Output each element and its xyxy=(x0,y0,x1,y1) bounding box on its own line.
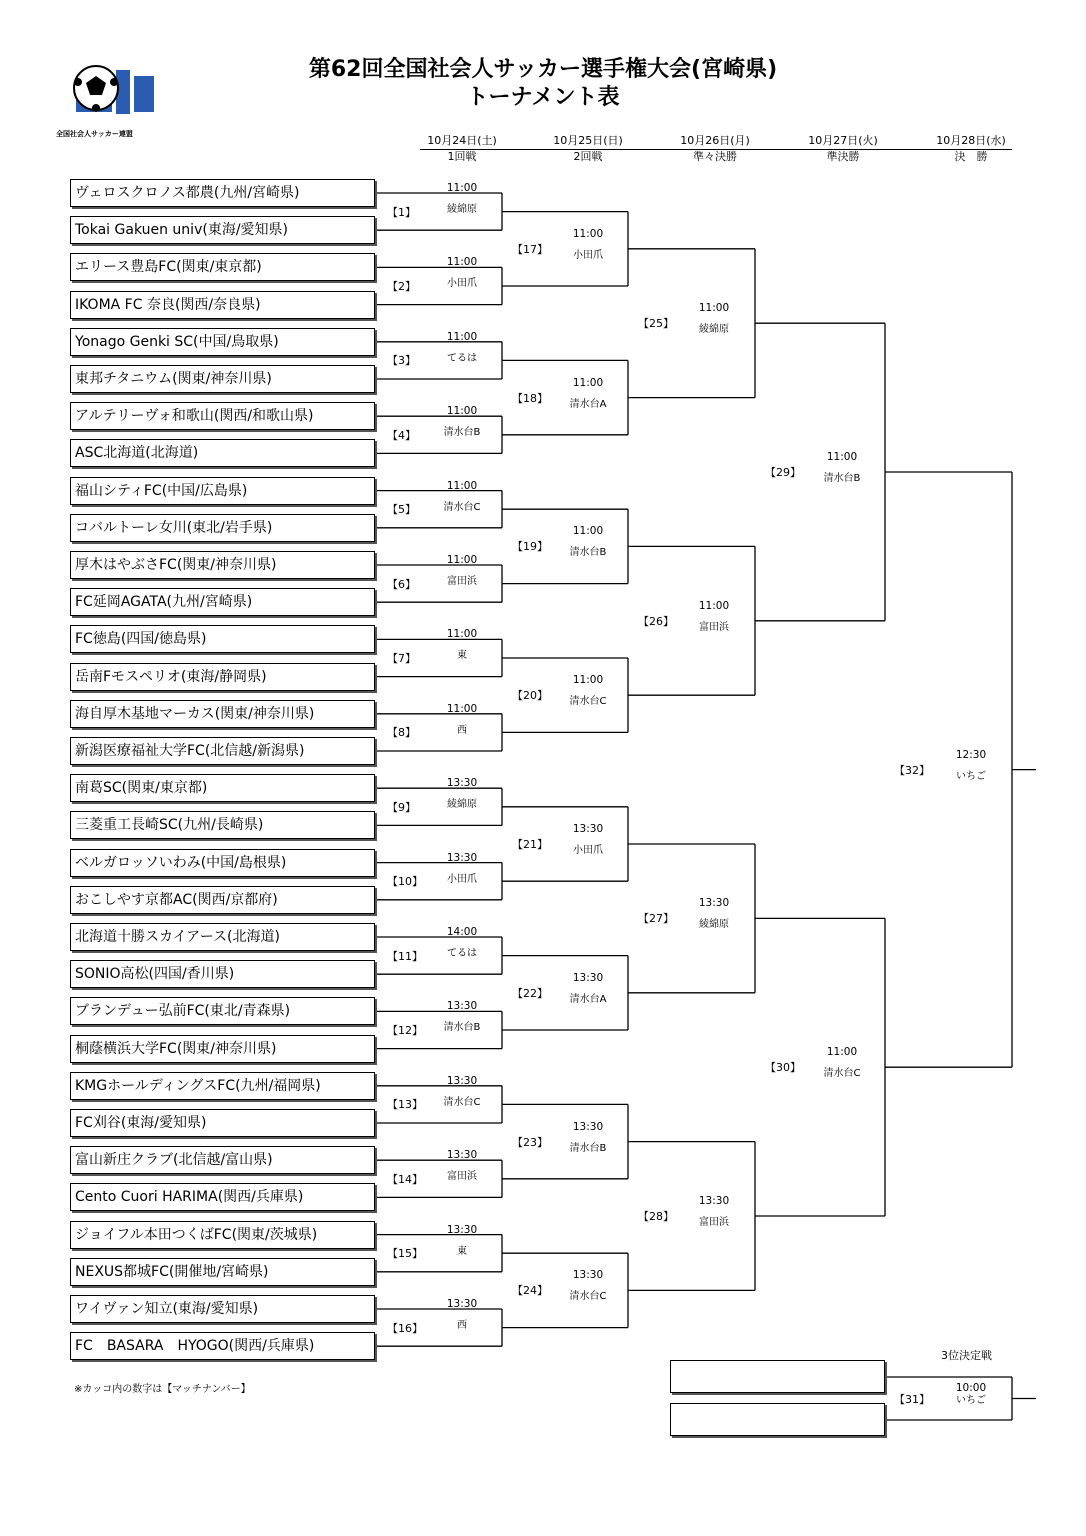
team-name: ワイヴァン知立(東海/愛知県) xyxy=(70,1295,375,1323)
match-number: 【3】 xyxy=(387,354,416,368)
match-number: 【30】 xyxy=(765,1061,801,1075)
match-time: 11:00 xyxy=(572,227,604,240)
match-venue: 富田浜 xyxy=(447,1171,477,1183)
team-name: FC延岡AGATA(九州/宮崎県) xyxy=(70,588,375,616)
match-venue: 清水台C xyxy=(569,1291,607,1303)
match-number: 【23】 xyxy=(512,1135,548,1149)
team-name: NEXUS都城FC(開催地/宮崎県) xyxy=(70,1258,375,1286)
match-venue: 小田爪 xyxy=(573,845,603,856)
match-venue: 清水台C xyxy=(823,1068,861,1080)
team-name: 富山新庄クラブ(北信越/富山県) xyxy=(70,1146,375,1174)
match-time: 11:00 xyxy=(446,182,478,194)
match-time: 11:00 xyxy=(446,405,478,418)
match-number: 【14】 xyxy=(387,1172,423,1186)
logo-caption: 全国社会人サッカー連盟 xyxy=(56,130,133,138)
third-place-team-slot-1 xyxy=(670,1360,885,1393)
match-number: 【26】 xyxy=(638,614,674,628)
match-time: 13:30 xyxy=(698,897,730,910)
match-venue: 綾綿原 xyxy=(699,324,729,336)
match-time: 10:00 xyxy=(955,1382,987,1394)
match-time: 13:30 xyxy=(572,823,604,835)
day-round: 決 勝 xyxy=(954,150,988,163)
match-number: 【9】 xyxy=(387,800,416,814)
team-name: コバルトーレ女川(東北/岩手県) xyxy=(70,514,375,542)
match-number: 【2】 xyxy=(387,280,416,293)
match-number: 【8】 xyxy=(387,726,416,740)
match-venue: 綾綿原 xyxy=(447,204,477,215)
match-number: 【18】 xyxy=(512,391,548,405)
match-time: 13:30 xyxy=(446,1074,478,1087)
team-name: 岳南Fモスペリオ(東海/静岡県) xyxy=(70,663,375,691)
match-venue: 小田爪 xyxy=(447,278,477,290)
match-number: 【19】 xyxy=(512,540,548,554)
match-time: 13:30 xyxy=(446,1000,478,1013)
team-name: FC刈谷(東海/愛知県) xyxy=(70,1109,375,1137)
match-number: 【24】 xyxy=(512,1284,548,1298)
match-number: 【15】 xyxy=(387,1247,423,1261)
match-venue: 清水台B xyxy=(569,1142,607,1154)
match-venue: てるは xyxy=(447,948,477,959)
match-number: 【17】 xyxy=(512,242,548,256)
day-date: 10月28日(水) xyxy=(936,134,1006,147)
team-name: ヴェロスクロノス都農(九州/宮崎県) xyxy=(70,179,375,207)
page-subtitle: トーナメント表 xyxy=(466,85,620,110)
page-title: 第62回全国社会人サッカー選手権大会(宮崎県) xyxy=(308,57,778,82)
team-name: FC BASARA HYOGO(関西/兵庫県) xyxy=(70,1332,375,1360)
match-number: 【16】 xyxy=(387,1321,423,1335)
match-time: 11:00 xyxy=(446,330,478,343)
team-name: 桐蔭横浜大学FC(関東/神奈川県) xyxy=(70,1035,375,1063)
team-name: 厚木はやぶさFC(関東/神奈川県) xyxy=(70,551,375,579)
third-place-team-slot-2 xyxy=(670,1403,885,1436)
match-time: 12:30 xyxy=(955,748,987,761)
match-number: 【27】 xyxy=(638,912,674,926)
match-venue: 東 xyxy=(457,650,467,662)
match-number: 【28】 xyxy=(638,1210,674,1223)
team-name: Cento Cuori HARIMA(関西/兵庫県) xyxy=(70,1183,375,1211)
match-time: 11:00 xyxy=(572,376,604,389)
team-name: Tokai Gakuen univ(東海/愛知県) xyxy=(70,216,375,244)
match-venue: 西 xyxy=(457,1320,467,1331)
day-date: 10月24日(土) xyxy=(427,134,497,147)
team-name: アルテリーヴォ和歌山(関西/和歌山県) xyxy=(70,402,375,430)
match-number: 【31】 xyxy=(894,1392,930,1406)
match-number: 【29】 xyxy=(765,466,801,479)
match-venue: 清水台A xyxy=(569,993,607,1005)
match-time: 13:30 xyxy=(698,1195,730,1207)
match-venue: 小田爪 xyxy=(573,249,603,261)
match-venue: 清水台B xyxy=(443,427,481,439)
day-round: 2回戦 xyxy=(573,150,603,163)
match-venue: 富田浜 xyxy=(699,621,729,633)
match-time: 13:30 xyxy=(446,1223,478,1236)
match-time: 11:00 xyxy=(826,1046,858,1059)
match-venue: 清水台C xyxy=(569,696,607,708)
day-date: 10月26日(月) xyxy=(680,134,750,147)
match-venue: いちご xyxy=(956,1395,986,1406)
match-time: 11:00 xyxy=(446,628,478,641)
match-venue: 清水台B xyxy=(823,473,861,484)
team-name: 新潟医療福祉大学FC(北信越/新潟県) xyxy=(70,737,375,765)
match-time: 11:00 xyxy=(446,702,478,715)
day-round: 準決勝 xyxy=(826,150,860,163)
team-name: IKOMA FC 奈良(関西/奈良県) xyxy=(70,291,375,319)
match-venue: 清水台C xyxy=(443,501,481,513)
match-number: 【25】 xyxy=(638,317,674,331)
match-time: 13:30 xyxy=(572,1120,604,1133)
team-name: 福山シティFC(中国/広島県) xyxy=(70,477,375,505)
team-name: 南葛SC(関東/東京都) xyxy=(70,774,375,802)
match-number: 【10】 xyxy=(387,875,423,889)
team-name: KMGホールディングスFC(九州/福岡県) xyxy=(70,1072,375,1100)
match-number: 【32】 xyxy=(894,763,930,777)
match-number: 【11】 xyxy=(387,949,423,963)
team-name: エリース豊島FC(関東/東京都) xyxy=(70,253,375,281)
match-venue: 東 xyxy=(457,1245,467,1257)
match-number: 【20】 xyxy=(512,689,548,703)
team-name: Yonago Genki SC(中国/鳥取県) xyxy=(70,328,375,356)
team-name: 三菱重工長崎SC(九州/長崎県) xyxy=(70,811,375,839)
match-time: 11:00 xyxy=(572,674,604,687)
match-time: 11:00 xyxy=(698,302,730,315)
match-time: 13:30 xyxy=(446,1149,478,1162)
team-name: 海自厚木基地マーカス(関東/神奈川県) xyxy=(70,700,375,728)
day-round: 1回戦 xyxy=(447,150,477,163)
third-place-label: 3位決定戦 xyxy=(941,1349,992,1362)
day-date: 10月25日(日) xyxy=(553,134,623,147)
match-venue: 清水台C xyxy=(443,1096,481,1108)
match-number: 【7】 xyxy=(387,652,416,665)
match-time: 11:00 xyxy=(446,479,478,492)
team-name: FC徳島(四国/徳島県) xyxy=(70,625,375,653)
footnote: ※カッコ内の数字は【マッチナンバー】 xyxy=(74,1384,251,1395)
match-time: 13:30 xyxy=(572,1269,604,1282)
match-time: 11:00 xyxy=(446,554,478,566)
team-name: SONIO高松(四国/香川県) xyxy=(70,960,375,988)
match-venue: 富田浜 xyxy=(447,576,477,587)
match-venue: てるは xyxy=(447,352,477,364)
match-time: 13:30 xyxy=(446,777,478,790)
match-time: 11:00 xyxy=(698,599,730,612)
team-name: 北海道十勝スカイアース(北海道) xyxy=(70,923,375,951)
day-date: 10月27日(火) xyxy=(808,134,878,147)
match-time: 13:30 xyxy=(446,1298,478,1310)
match-venue: いちご xyxy=(956,770,986,782)
match-venue: 綾綿原 xyxy=(699,919,729,931)
match-number: 【1】 xyxy=(387,205,416,219)
team-name: おこしやす京都AC(関西/京都府) xyxy=(70,886,375,914)
match-number: 【12】 xyxy=(387,1024,423,1037)
match-number: 【4】 xyxy=(387,428,416,442)
match-time: 13:30 xyxy=(446,851,478,864)
match-venue: 富田浜 xyxy=(699,1217,729,1228)
team-name: ASC北海道(北海道) xyxy=(70,439,375,467)
match-venue: 清水台B xyxy=(569,547,607,559)
team-name: ベルガロッソいわみ(中国/島根県) xyxy=(70,849,375,877)
match-number: 【5】 xyxy=(387,503,416,517)
match-venue: 西 xyxy=(457,724,467,736)
match-venue: 清水台A xyxy=(569,398,607,410)
match-number: 【21】 xyxy=(512,838,548,851)
match-venue: 小田爪 xyxy=(447,873,477,885)
match-number: 【6】 xyxy=(387,577,416,591)
match-time: 11:00 xyxy=(826,451,858,463)
day-round: 準々決勝 xyxy=(693,150,737,163)
team-name: ジョイフル本田つくばFC(関東/茨城県) xyxy=(70,1221,375,1249)
match-time: 13:30 xyxy=(572,971,604,984)
match-number: 【13】 xyxy=(387,1098,423,1112)
team-name: ブランデュー弘前FC(東北/青森県) xyxy=(70,997,375,1025)
match-time: 14:00 xyxy=(446,926,478,938)
match-venue: 清水台B xyxy=(443,1022,481,1034)
team-name: 東邦チタニウム(関東/神奈川県) xyxy=(70,365,375,393)
match-venue: 綾綿原 xyxy=(447,799,477,811)
match-number: 【22】 xyxy=(512,986,548,1000)
match-time: 11:00 xyxy=(572,525,604,538)
match-time: 11:00 xyxy=(446,256,478,269)
